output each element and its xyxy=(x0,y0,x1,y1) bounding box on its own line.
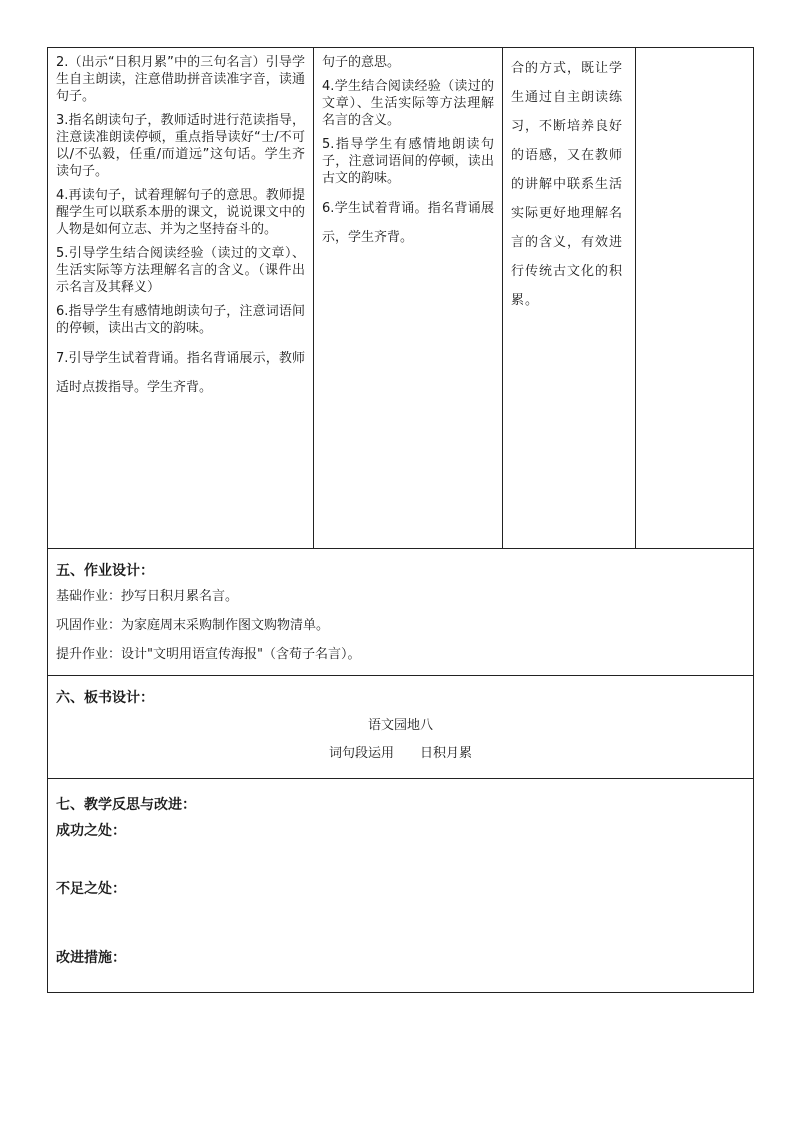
board-heading: 语文园地八 xyxy=(367,718,433,733)
student-step: 4.学生结合阅读经验（读过的文章）、生活实际等方法理解名言的含义。 xyxy=(322,79,494,128)
student-step: 句子的意思。 xyxy=(322,55,401,70)
teacher-step: 4.再读句子，试着理解句子的意思。教师提醒学生可以联系本册的课文，说说课文中的人物是如何立志、并为之坚持奋斗的。 xyxy=(56,188,305,237)
homework-cell xyxy=(48,549,754,676)
reflection-cell xyxy=(48,779,754,993)
homework-line: 基础作业：抄写日积月累名言。 xyxy=(56,589,239,604)
board-cell xyxy=(48,676,754,779)
teacher-step: 5.引导学生结合阅读经验（读过的文章）、生活实际等方法理解名言的含义。（课件出示名言及其释义） xyxy=(56,246,305,295)
homework-line: 提升作业：设计"文明用语宣传海报"（含荀子名言）。 xyxy=(56,647,361,662)
lesson-plan-page xyxy=(47,47,753,993)
homework-row xyxy=(48,549,754,676)
teacher-step: 7.引导学生试着背诵。指名背诵展示，教师适时点拨指导。学生齐背。 xyxy=(56,351,305,395)
success-label: 成功之处： xyxy=(56,823,126,839)
shortcoming-label: 不足之处： xyxy=(56,881,126,897)
teacher-step: 3.指名朗读句子，教师适时进行范读指导，注意读准朗读停顿，重点指导读好“士/不可以/不弘毅，任重/而道远”这句话。学生齐读句子。 xyxy=(56,113,305,179)
design-reason-text: 合的方式，既让学生通过自主朗读练习，不断培养良好的语感，又在教师的讲解中联系生活实际更好地理解名言的含义，有效进行传统古文化的积累。 xyxy=(511,61,624,308)
board-item: 词句段运用 xyxy=(328,746,394,761)
improvement-label: 改进措施： xyxy=(56,950,126,966)
notes-cell xyxy=(636,48,754,549)
homework-title: 五、作业设计： xyxy=(56,563,154,579)
homework-line: 巩固作业：为家庭周末采购制作图文购物清单。 xyxy=(56,618,330,633)
teacher-step: 2.（出示“日积月累”中的三句名言）引导学生自主朗读，注意借助拼音读准字音，读通句子。 xyxy=(56,55,305,104)
student-activity-cell xyxy=(314,48,503,549)
student-step: 6.学生试着背诵。指名背诵展示，学生齐背。 xyxy=(322,201,494,245)
teacher-step: 6.指导学生有感情地朗读句子，注意词语间的停顿，读出古文的韵味。 xyxy=(56,304,305,336)
teaching-process-row xyxy=(48,48,754,549)
teacher-activity-cell xyxy=(48,48,314,549)
lesson-plan-table xyxy=(47,47,754,993)
design-reason-cell xyxy=(503,48,636,549)
board-row xyxy=(48,676,754,779)
student-step: 5.指导学生有感情地朗读句子，注意词语间的停顿，读出古文的韵味。 xyxy=(322,137,494,186)
reflection-title: 七、教学反思与改进： xyxy=(56,797,196,813)
board-title: 六、板书设计： xyxy=(56,690,154,706)
notes-text xyxy=(636,48,753,60)
board-items xyxy=(56,744,745,764)
reflection-row xyxy=(48,779,754,993)
board-item: 日积月累 xyxy=(420,746,473,761)
